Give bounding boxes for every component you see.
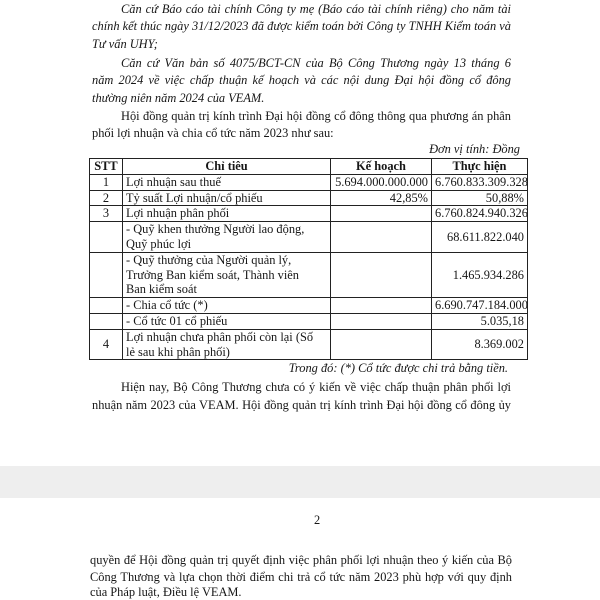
- cell-item-line: Trưởng Ban kiểm soát, Thành viên: [126, 267, 299, 282]
- cell-item: [123, 298, 331, 314]
- cell-item-line: - Cổ tức 01 cổ phiếu: [126, 313, 228, 328]
- cell-stt: [90, 298, 123, 314]
- cell-stt: 2: [90, 190, 123, 206]
- table-row: [90, 174, 528, 190]
- cell-item-line: Lợi nhuận sau thuế: [126, 174, 221, 189]
- cell-plan: [331, 329, 432, 360]
- table-row: [90, 313, 528, 329]
- paragraph-line: phối lợi nhuận và chia cổ tức năm 2023 như sau:: [92, 126, 334, 140]
- table-row: [90, 252, 528, 297]
- cell-item: [123, 313, 331, 329]
- cell-item: [123, 329, 331, 360]
- table-row: [90, 190, 528, 206]
- cell-plan: [331, 206, 432, 222]
- cell-plan: [331, 298, 432, 314]
- paragraph-line: năm 2024 về việc chấp thuận kế hoạch và các nội dung Đại hội đồng cổ đông: [92, 73, 511, 87]
- paragraph-line: của Pháp luật, Điều lệ VEAM.: [90, 585, 242, 599]
- cell-actual: 6.760.824.940.326: [432, 206, 528, 222]
- cell-actual: 5.035,18: [432, 313, 528, 329]
- table-row: [90, 298, 528, 314]
- cell-plan: [331, 252, 432, 297]
- header-stt: STT: [90, 159, 123, 175]
- cell-item-line: Quỹ phúc lợi: [126, 236, 192, 251]
- cell-plan: 42,85%: [331, 190, 432, 206]
- cell-item-line: - Quỹ khen thưởng Người lao động,: [126, 222, 305, 237]
- cell-item-line: Ban kiểm soát: [126, 282, 197, 297]
- table-row: [90, 329, 528, 360]
- header-plan: Kế hoạch: [331, 159, 432, 175]
- paragraph-line: Căn cứ Văn bản số 4075/BCT-CN của Bộ Công Thương ngày 13 tháng 6: [121, 56, 511, 70]
- cell-stt: 1: [90, 174, 123, 190]
- paragraph-line: Tư vấn UHY;: [92, 37, 158, 51]
- paragraph-line: Căn cứ Báo cáo tài chính Công ty mẹ (Báo cáo tài chính riêng) cho năm tài: [121, 2, 511, 16]
- paragraph-line: Công Thương và lựa chọn thời điểm chi trả cổ tức năm 2023 phù hợp với quy định: [90, 570, 512, 584]
- cell-item-line: - Quỹ thưởng của Người quản lý,: [126, 252, 292, 267]
- paragraph-line: thường niên năm 2024 của VEAM.: [92, 91, 265, 105]
- header-actual: Thực hiện: [432, 159, 528, 175]
- cell-actual: 8.369.002: [432, 329, 528, 360]
- paragraph-line: Hiện nay, Bộ Công Thương chưa có ý kiến về việc chấp thuận phân phối lợi: [121, 380, 511, 394]
- cell-stt: 3: [90, 206, 123, 222]
- cell-item-line: lẻ sau khi phân phối): [126, 344, 230, 359]
- profit-distribution-table: [89, 158, 528, 360]
- cell-plan: [331, 313, 432, 329]
- cell-stt: [90, 313, 123, 329]
- paragraph-line: Hội đồng quản trị kính trình Đại hội đồng cổ đông thông qua phương án phân: [121, 109, 511, 123]
- cell-actual: 50,88%: [432, 190, 528, 206]
- cell-actual: 68.611.822.040: [432, 222, 528, 253]
- paragraph-line: chính kết thúc ngày 31/12/2023 đã được kiểm toán bởi Công ty TNHH Kiểm toán và: [92, 19, 511, 33]
- unit-label: Đơn vị tính: Đồng: [429, 142, 520, 156]
- cell-item: [123, 174, 331, 190]
- cell-item: [123, 190, 331, 206]
- cell-actual: 1.465.934.286: [432, 252, 528, 297]
- page-number: 2: [314, 513, 321, 527]
- table-row: [90, 222, 528, 253]
- cell-plan: 5.694.000.000.000: [331, 174, 432, 190]
- table-header-row: [90, 159, 528, 175]
- cell-item-line: Lợi nhuận chưa phân phối còn lại (Số: [126, 329, 314, 344]
- cell-item-line: Tỷ suất Lợi nhuận/cổ phiếu: [126, 190, 263, 205]
- cell-actual: 6.760.833.309.328: [432, 174, 528, 190]
- cell-actual: 6.690.747.184.000: [432, 298, 528, 314]
- header-item: Chỉ tiêu: [123, 159, 331, 175]
- cell-item: [123, 206, 331, 222]
- cell-plan: [331, 222, 432, 253]
- table-row: [90, 206, 528, 222]
- cell-item: [123, 222, 331, 253]
- cell-item: [123, 252, 331, 297]
- cell-item-line: Lợi nhuận phân phối: [126, 206, 230, 221]
- table-footnote: Trong đó: (*) Cổ tức được chi trả bằng tiền.: [288, 361, 508, 375]
- page-separator: [0, 466, 600, 498]
- cell-stt: [90, 222, 123, 253]
- paragraph-line: quyền để Hội đồng quản trị quyết định việc phân phối lợi nhuận theo ý kiến của Bộ: [90, 553, 512, 567]
- cell-stt: [90, 252, 123, 297]
- cell-stt: 4: [90, 329, 123, 360]
- cell-item-line: - Chia cổ tức (*): [126, 298, 208, 313]
- paragraph-line: nhuận năm 2023 của VEAM. Hội đồng quản trị kính trình Đại hội đồng cổ đông ủy: [92, 398, 511, 412]
